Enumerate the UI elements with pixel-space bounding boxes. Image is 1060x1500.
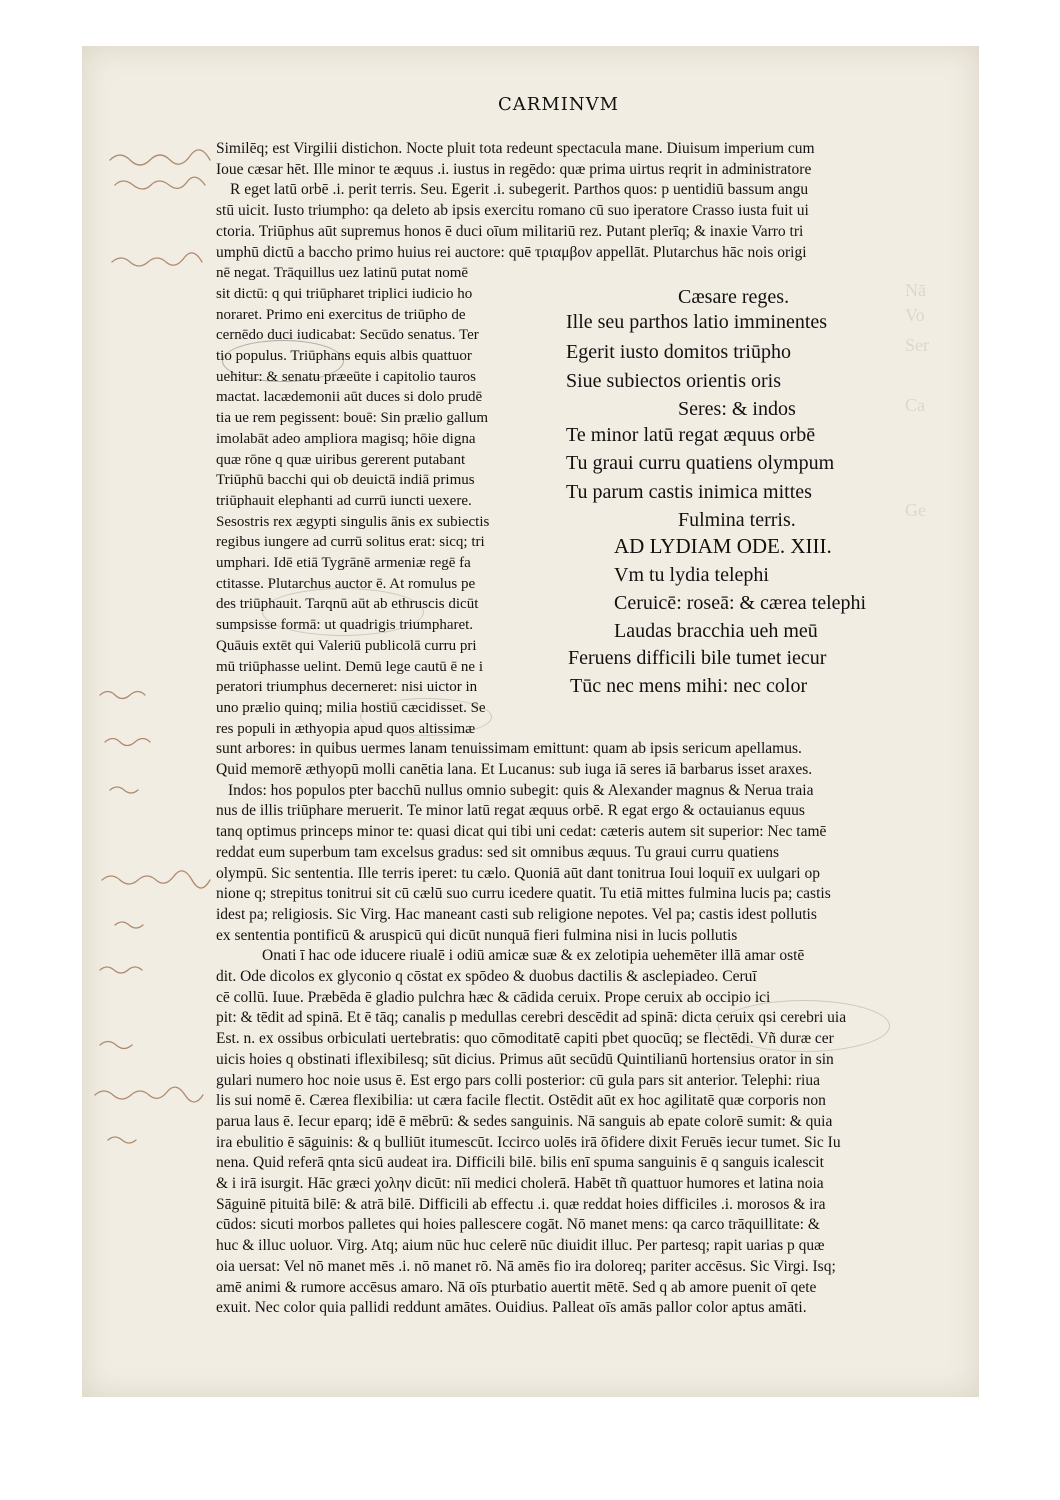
text-line: stū uicit. Iusto triumpho: qa deleto ab ipsis exercitu romano cū suo iperatore Crasso iusta fuit ui [216,202,809,220]
text-line: Est. n. ex ossibus orbiculati uertebratis: quo cōmoditatē capiti pbet quocūq; se flectēdi. Vñ duræ cer [216,1030,834,1048]
show-through-text: Ca [905,395,925,415]
show-through-text: Ge [905,500,926,520]
text-line: tanq optimus princeps minor te: quasi dicat qui tibi uni cedat: cæteris autem sit superior: Nec tamē [216,823,827,841]
text-line: des triūphauit. Tarqnū aūt ab ethruscis dicūt [216,596,479,613]
text-line: oia uersat: Vel nō manet mēs .i. nō manet rō. Nā amēs fio ira doloreq; pariter accēsus. Sic Virgi. Isq; [216,1257,836,1275]
poem-line: Tūc nec mens mihi: nec color [570,675,808,697]
text-line: Triūphū bacchi qui ob deuictā indiā primus [216,472,475,489]
text-line: cūdos: sicuti morbos palletes qui hoies pallescere cogāt. Nō manet mens: qa carco trāquillitate: & [216,1216,820,1234]
poem-line: Ille seu parthos latio imminentes [566,311,828,333]
text-line: ctoria. Triūphus aūt supremus honos ē duci oīum militariū rez. Putant plerīq; & inaxie Varro tri [216,222,804,240]
text-line: pit: & tēdit ad spinā. Et ē tāq; canalis p medullas cerebri descēdit ad spinā: dicta ceruix qsi cerebri uia [216,1009,847,1027]
poem-line: Tu graui curru quatiens olympum [566,452,835,474]
poem-line: Cæsare reges. [678,286,790,308]
text-line: lis sui nomē ē. Cærea flexibilia: ut cæra facile flectit. Ostēdit aūt ex hoc agilitatē quæ corporis non [216,1092,826,1110]
poem-line: Laudas bracchia ueh meū [614,620,818,642]
text-line: ex sententia pontificū & aruspicū qui dicūt nunquā fieri fulmina nisi in lucis pollutis [216,926,738,944]
text-line: cernēdo duci iudicabat: Secūdo senatus. Ter [216,327,479,344]
text-line: tia ue rem pegissent: bouē: Sin prælio gallum [216,410,489,427]
text-line: Quāuis extēt qui Valeriū publicolā curru pri [216,637,477,654]
ode-title: AD LYDIAM ODE. XIII. [614,534,832,558]
text-line: umphari. Idē etiā Tygrānē armeniæ regē fa [216,555,471,571]
text-line: triūphauit elephanti ad currū iuncti uexere. [216,492,472,509]
text-line: huc & illuc uoluor. Virg. Atq; aium nūc huc celerē nūc diuidit illuc. Per partesq; rapit uarias p quæ [216,1237,825,1255]
text-line: ira ebulitio ē sāguinis: & q bulliūt itumescūt. Iccirco uolēs irā ōfidere dixit Feruēs iecur tumet. Sic Iu [216,1133,841,1151]
text-line: Sāguinē pituitā bilē: & atrā bilē. Difficili ab effectu .i. quæ reddat hoies difficiles .i. morosos & ira [216,1195,826,1213]
text-line: sunt arbores: in quibus uermes lanam tenuissimam emittunt: quam ab ipsis sericum apellamus. [216,740,802,758]
text-line: Indos: hos populos pter bacchū nullus omnio subegit: quis & Alexander magnus & Nerua traia [228,781,814,799]
text-line: olympū. Sic sententia. Ille terris iperet: tu cælo. Quoniā aūt dant tonitrua Ioui loquiī ex uulgari op [216,864,820,882]
text-line: Sesostris rex ægypti singulis ānis ex subiectis [216,513,490,530]
text-line: idest pa; religiosis. Sic Virg. Hac maneant casti sub religione nepotes. Vel pa; castis idest pollutis [216,905,817,923]
text-line: mactat. lacædemonii aūt duces si dolo prudē [216,389,483,406]
stamp-mark [718,1000,890,1052]
text-line: noraret. Primo eni exercitus de triūpho de [216,306,466,323]
text-line: sit dictū: q qui triūpharet triplici iudicio ho [216,285,473,302]
poem-line: Siue subiectos orientis oris [566,370,781,392]
poem-line: Fulmina terris. [678,509,796,531]
poem-line: Te minor latū regat æquus orbē [566,424,816,446]
poem-line: Feruens difficili bile tumet iecur [568,647,827,669]
text-line: Quid memorē æthyopū molli canētia lana. Et Lucanus: sub iuga iā seres iā barbarus isset araxes. [216,761,813,778]
text-line: R eget latū orbē .i. perit terris. Seu. Egerit .i. subegerit. Parthos quos: p uentidiū bassum angu [230,181,809,199]
text-line: sumpsisse formā: ut quadrigis triumpharet. [216,617,474,634]
text-line: regibus iungere ad currū solitus erat: sicq; tri [216,534,485,551]
show-through-text: Vo [905,305,925,325]
text-line: amē animi & rumore accēsus amaro. Nā oīs pturbatio auertit mētē. Sed q ab amore puenit oī qete [216,1278,817,1296]
text-line: uehitur: & senatu præeūte i capitolio tauros [216,368,476,385]
text-line: Ioue cæsar hēt. Ille minor te æquus .i. iustus in regēdo: quæ prima uirtus reqrit in administratore [216,160,812,178]
running-header: CARMINVM [498,94,620,115]
stamp-mark [262,588,424,636]
text-line: umphū dictū a baccho primo huius rei auctore: quē τριαμβον appellāt. Plutarchus hāc nois origi [216,243,807,261]
stamp-mark [222,340,344,382]
text-line: imolabāt adeo ampliora magisq; hōie digna [216,430,476,447]
text-line: peratori triumphus decerneret: nisi uictor in [216,679,478,696]
show-through-text: Nā [905,280,926,300]
text-line: nus de illis triūphare meruerit. Te minor latū regat æquus orbē. R egat ergo & octauianus equus [216,802,805,820]
poem-line: Seres: & indos [678,398,796,420]
text-line: res populi in æthyopia apud quos altissimæ [216,720,476,737]
text-line: & i irā isurgit. Hāc græci χολην dicūt: nīi medici cholerā. Habēt tñ quattuor humores et latina noia [216,1175,824,1192]
text-line: dit. Ode dicolos ex glyconio q cōstat ex spōdeo & duobus dactilis & asclepiadeo. Ceruī [216,968,757,985]
text-line: exuit. Nec color quia pallidi reddunt amātes. Ouidius. Palleat oīs amās pallor color aptus amāti. [216,1299,807,1317]
stamp-mark [360,698,492,736]
text-line: reddat eum superbum tam excelsus gradus: sed sit omnibus æquus. Tu graui curru quatiens [216,843,780,861]
text-line: mū triūphasse uelint. Demū lege cautū ē ne i [216,658,484,675]
text-line: parua laus ē. Iecur eparq; idē ē mēbrū: & sedes sanguinis. Nā sanguis ab epate colorē sumit: & quia [216,1112,833,1130]
text-line: ctitasse. Plutarchus auctor ē. At romulus pe [216,575,476,592]
text-line: tio populus. Triūphans equis albis quattuor [216,348,472,364]
text-line: uicis hoies q obstinati iflexibilesq; sūt dicius. Primus aūt secūdū Quintilianū hortensius orator in sin [216,1050,834,1068]
text-line: Onati ī hac ode iducere riualē i odiū amicæ suæ & ex zelotipia uehemēter illā amar ostē [262,947,805,965]
poem-line: Ceruicē: roseā: & cærea telephi [614,592,867,614]
text-line: nē negat. Trāquillus uez latinū putat nomē [216,265,469,282]
text-line: cē collū. Iuue. Præbēda ē gladio pulchra hæc & cādida ceruix. Prope ceruix ab occipio ici [216,988,771,1006]
poem-line: Egerit iusto domitos triūpho [566,341,791,363]
text-line: nione q; strepitus tonitrui sit cū cælū suo curru icedere quatit. Tu etiā mittes fulmina lucis pa; castis [216,885,831,903]
text-line: uno prælio quinq; milia hostiū cæcidisset. Se [216,699,486,716]
text-line: gulari numero hoc noie usus ē. Est ergo pars colli posterior: cū gula pars sit anterior. Telephi: riua [216,1071,820,1089]
show-through-text: Ser [905,335,929,355]
text-line: nena. Quid referā qnta sicū audeat ira. Difficili bilē. bilis enī spuma sanguinis ē q sanguis icalescit [216,1154,824,1172]
text-line: quæ rōne q quæ uiribus gererent putabant [216,451,466,468]
poem-line: Tu parum castis inimica mittes [566,481,812,503]
text-line: Similēq; est Virgilii distichon. Nocte pluit tota redeunt spectacula mane. Diuisum imperium cum [216,140,815,157]
poem-line: Vm tu lydia telephi [614,564,769,586]
